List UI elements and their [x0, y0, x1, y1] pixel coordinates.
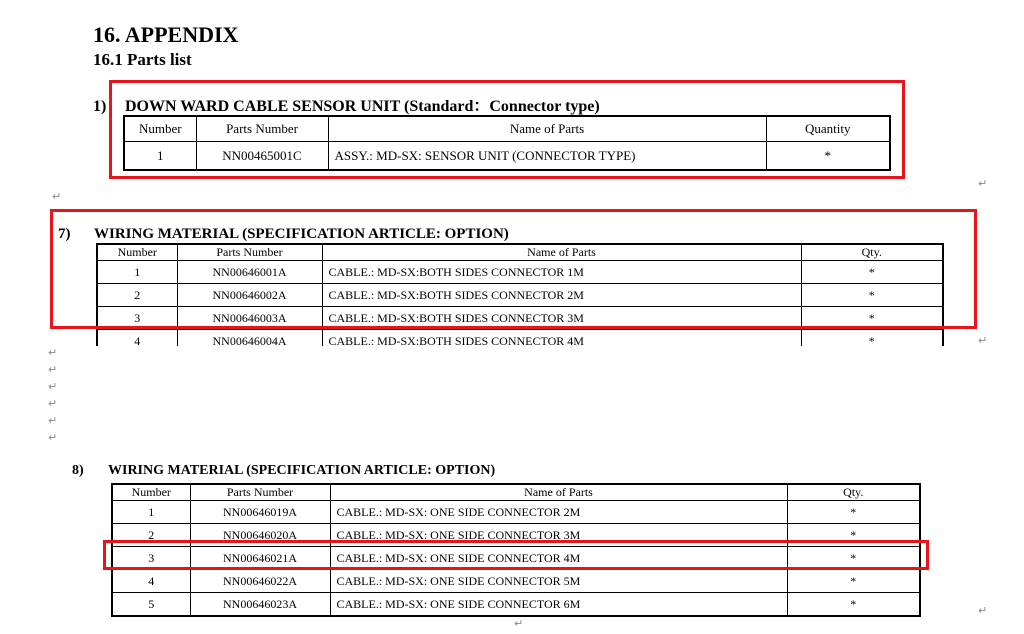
section-1-title-text: DOWN WARD CABLE SENSOR UNIT (Standard：Connector type)	[125, 98, 600, 115]
header-name-of-parts: Name of Parts	[322, 244, 801, 261]
cell-parts-number: NN00646021A	[190, 547, 330, 570]
cell-parts-number: NN00646019A	[190, 501, 330, 524]
cell-qty: *	[787, 570, 920, 593]
paragraph-mark-icon: ↵	[48, 363, 58, 376]
header-qty: Qty.	[787, 484, 920, 501]
paragraph-mark-icon: ↵	[48, 397, 58, 410]
highlight-box-section-7	[50, 209, 977, 329]
paragraph-mark-icon: ↵	[978, 177, 988, 190]
parts-list-subheading: 16.1 Parts list	[93, 50, 192, 69]
cell-parts-number: NN00646001A	[177, 261, 322, 284]
cell-parts-number: NN00646003A	[177, 307, 322, 330]
table-row	[112, 570, 920, 593]
paragraph-mark-icon: ↵	[48, 431, 58, 444]
cell-number: 1	[97, 261, 177, 284]
table-row	[112, 501, 920, 524]
cell-qty: *	[787, 501, 920, 524]
appendix-heading: 16. APPENDIX	[93, 22, 239, 47]
header-parts-number: Parts Number	[190, 484, 330, 501]
cell-qty: *	[801, 261, 943, 284]
cell-qty: *	[801, 330, 943, 347]
cell-name-of-parts: CABLE.: MD-SX: ONE SIDE CONNECTOR 2M	[330, 501, 787, 524]
cell-name-of-parts: CABLE.: MD-SX: ONE SIDE CONNECTOR 4M	[330, 547, 787, 570]
cell-number: 2	[97, 284, 177, 307]
section-1-number: 1)	[93, 98, 107, 115]
cell-name-of-parts: CABLE.: MD-SX:BOTH SIDES CONNECTOR 2M	[322, 284, 801, 307]
header-name-of-parts: Name of Parts	[328, 116, 766, 142]
cell-qty: *	[787, 547, 920, 570]
paragraph-mark-icon: ↵	[48, 414, 58, 427]
cell-name-of-parts: ASSY.: MD-SX: SENSOR UNIT (CONNECTOR TYPE)	[328, 142, 766, 171]
cell-parts-number: NN00465001C	[196, 142, 328, 171]
table-row	[112, 593, 920, 617]
header-number: Number	[112, 484, 190, 501]
header-qty: Qty.	[801, 244, 943, 261]
cell-parts-number: NN00646020A	[190, 524, 330, 547]
paragraph-mark-icon: ↵	[52, 190, 62, 203]
cell-name-of-parts: CABLE.: MD-SX:BOTH SIDES CONNECTOR 4M	[322, 330, 801, 347]
cell-number: 5	[112, 593, 190, 617]
paragraph-mark-icon: ↵	[514, 617, 524, 630]
header-number: Number	[97, 244, 177, 261]
cell-parts-number: NN00646023A	[190, 593, 330, 617]
cell-name-of-parts: CABLE.: MD-SX: ONE SIDE CONNECTOR 5M	[330, 570, 787, 593]
paragraph-mark-icon: ↵	[978, 604, 988, 617]
section-8-number: 8)	[72, 463, 84, 478]
cell-number: 1	[112, 501, 190, 524]
cell-qty: *	[787, 524, 920, 547]
section-7-number: 7)	[58, 226, 71, 242]
highlight-box-section-1	[109, 80, 905, 179]
cell-number: 2	[112, 524, 190, 547]
cell-name-of-parts: CABLE.: MD-SX: ONE SIDE CONNECTOR 6M	[330, 593, 787, 617]
cell-number: 4	[112, 570, 190, 593]
header-quantity: Quantity	[766, 116, 890, 142]
cell-qty: *	[801, 284, 943, 307]
cell-number: 3	[112, 547, 190, 570]
section-7-title-text: WIRING MATERIAL (SPECIFICATION ARTICLE: OPTION)	[94, 226, 509, 242]
table-row	[97, 330, 943, 347]
paragraph-mark-icon: ↵	[978, 334, 988, 347]
table-header-row	[112, 484, 920, 501]
cell-quantity: *	[766, 142, 890, 171]
cell-name-of-parts: CABLE.: MD-SX: ONE SIDE CONNECTOR 3M	[330, 524, 787, 547]
header-parts-number: Parts Number	[196, 116, 328, 142]
section-8-title	[72, 463, 495, 479]
cell-parts-number: NN00646002A	[177, 284, 322, 307]
cell-number: 3	[97, 307, 177, 330]
header-parts-number: Parts Number	[177, 244, 322, 261]
paragraph-mark-icon: ↵	[48, 346, 58, 359]
cell-name-of-parts: CABLE.: MD-SX:BOTH SIDES CONNECTOR 3M	[322, 307, 801, 330]
cell-number: 1	[124, 142, 196, 171]
cell-name-of-parts: CABLE.: MD-SX:BOTH SIDES CONNECTOR 1M	[322, 261, 801, 284]
cell-qty: *	[801, 307, 943, 330]
paragraph-mark-icon: ↵	[48, 380, 58, 393]
header-name-of-parts: Name of Parts	[330, 484, 787, 501]
cell-parts-number: NN00646022A	[190, 570, 330, 593]
cell-number: 4	[97, 330, 177, 347]
header-number: Number	[124, 116, 196, 142]
cell-parts-number: NN00646004A	[177, 330, 322, 347]
highlight-box-row-3	[103, 540, 929, 570]
cell-qty: *	[787, 593, 920, 617]
section-8-title-text: WIRING MATERIAL (SPECIFICATION ARTICLE: OPTION)	[108, 463, 496, 478]
